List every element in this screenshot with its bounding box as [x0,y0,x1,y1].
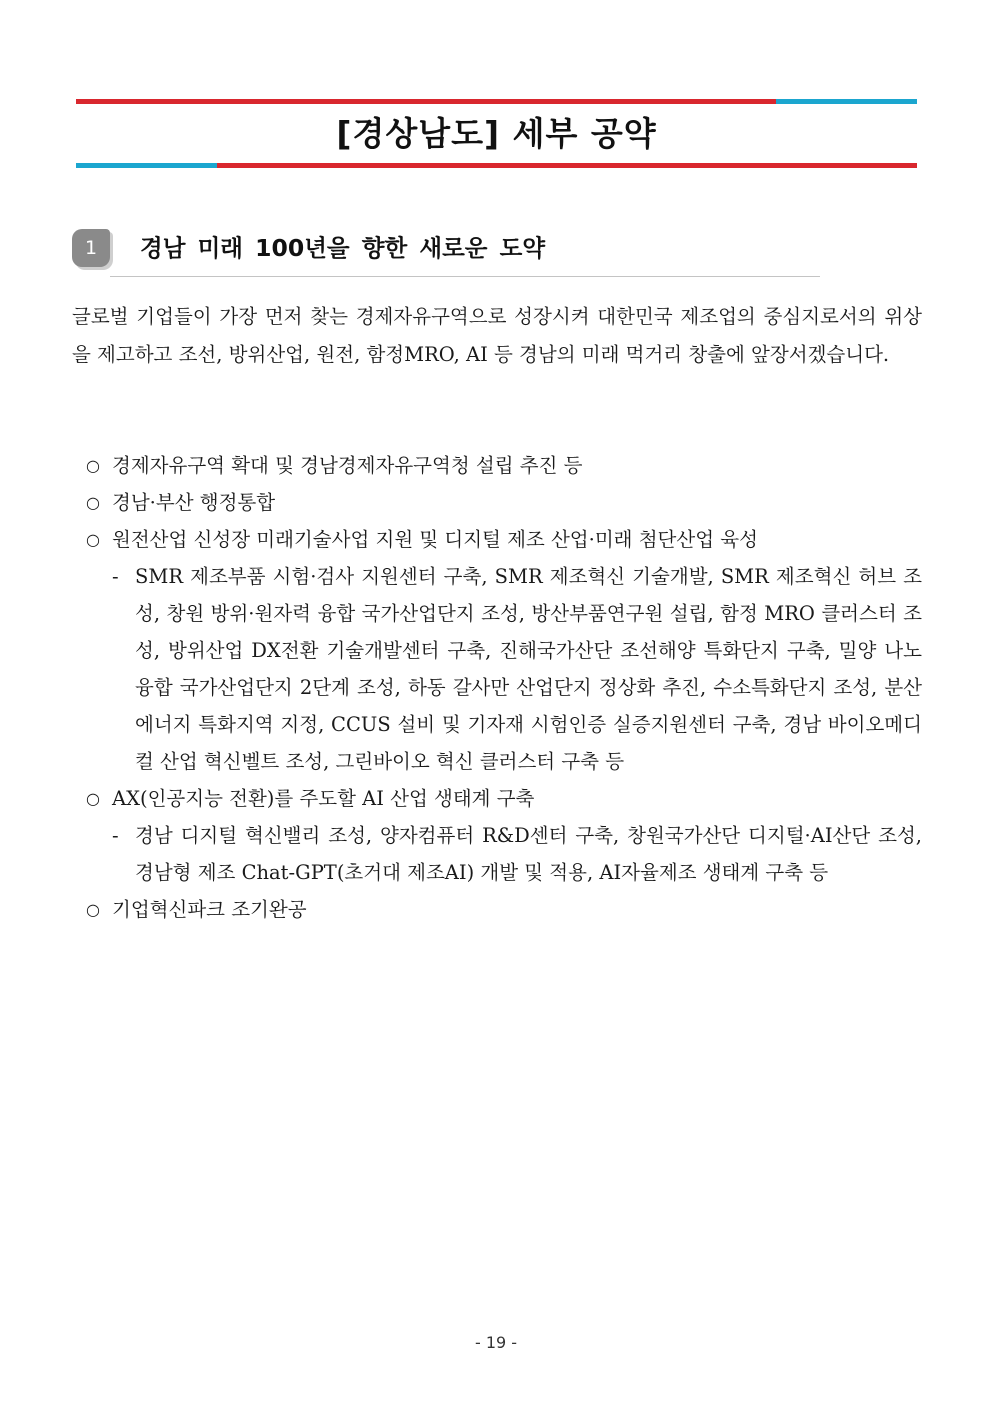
pledge-list [80,447,922,928]
sub-list-item [80,558,922,780]
circle-bullet-icon: ○ [86,456,100,475]
intro-paragraph: 글로벌 기업들이 가장 먼저 찾는 경제자유구역으로 성장시켜 대한민국 제조업의 중심지로서의 위상을 제고하고 조선, 방위산업, 원전, 함정MRO, AI 등 경남의 미래 먹거리 창출에 앞장서겠습니다. [72,305,922,366]
list-item [80,780,922,817]
list-item [80,484,922,521]
document-title: [경상남도] 세부 공약 [336,114,657,153]
list-item-text: AX(인공지능 전환)를 주도할 AI 산업 생태계 구축 [112,787,535,810]
bottom-rule-cyan-segment [76,163,217,168]
sub-list-item-text: SMR 제조부품 시험·검사 지원센터 구축, SMR 제조혁신 기술개발, SMR 제조혁신 허브 조성, 창원 방위·원자력 융합 국가산업단지 조성, 방산부품연구원 설립, 함정 MRO 클러스터 조성, 방위산업 DX전환 기술개발센터 구축, 진해국가산단 조선해양 특화단지 구축, 밀양 나노융합 국가산업단지 2단계 조성, 하동 갈사만 산업단지 정상화 추진, 수소특화단지 조성, 분산에너지 특화지역 지정, CCUS 설비 및 기자재 시험인증 실증지원센터 구축, 경남 바이오메디컬 산업 혁신벨트 조성, 그린바이오 혁신 클러스터 구축 등 [135,565,922,773]
top-rule-red-segment [76,99,776,104]
dash-bullet-icon: - [112,565,119,588]
sub-list-item-text: 경남 디지털 혁신밸리 조성, 양자컴퓨터 R&D센터 구축, 창원국가산단 디지털·AI산단 조성, 경남형 제조 Chat-GPT(초거대 제조AI) 개발 및 적용, AI자율제조 생태계 구축 등 [135,824,922,884]
list-item [80,521,922,558]
title-bottom-rule [76,163,917,168]
section-title: 경남 미래 100년을 향한 새로운 도약 [140,234,546,262]
list-item-text: 원전산업 신성장 미래기술사업 지원 및 디지털 제조 산업·미래 첨단산업 육성 [112,528,758,551]
page-number: - 19 - [474,1333,518,1352]
list-item-text: 기업혁신파크 조기완공 [112,898,307,921]
circle-bullet-icon: ○ [86,900,100,919]
circle-bullet-icon: ○ [86,530,100,549]
list-item [80,447,922,484]
sub-list-item [80,817,922,891]
dash-bullet-icon: - [112,824,119,847]
top-rule-cyan-segment [776,99,917,104]
circle-bullet-icon: ○ [86,789,100,808]
circle-bullet-icon: ○ [86,493,100,512]
list-item-text: 경남·부산 행정통합 [112,491,276,514]
bottom-rule-red-segment [217,163,917,168]
section-number-badge: 1 [72,229,110,267]
section-underline [110,276,820,277]
list-item-text: 경제자유구역 확대 및 경남경제자유구역청 설립 추진 등 [112,454,583,477]
title-top-rule [76,99,917,104]
list-item [80,891,922,928]
